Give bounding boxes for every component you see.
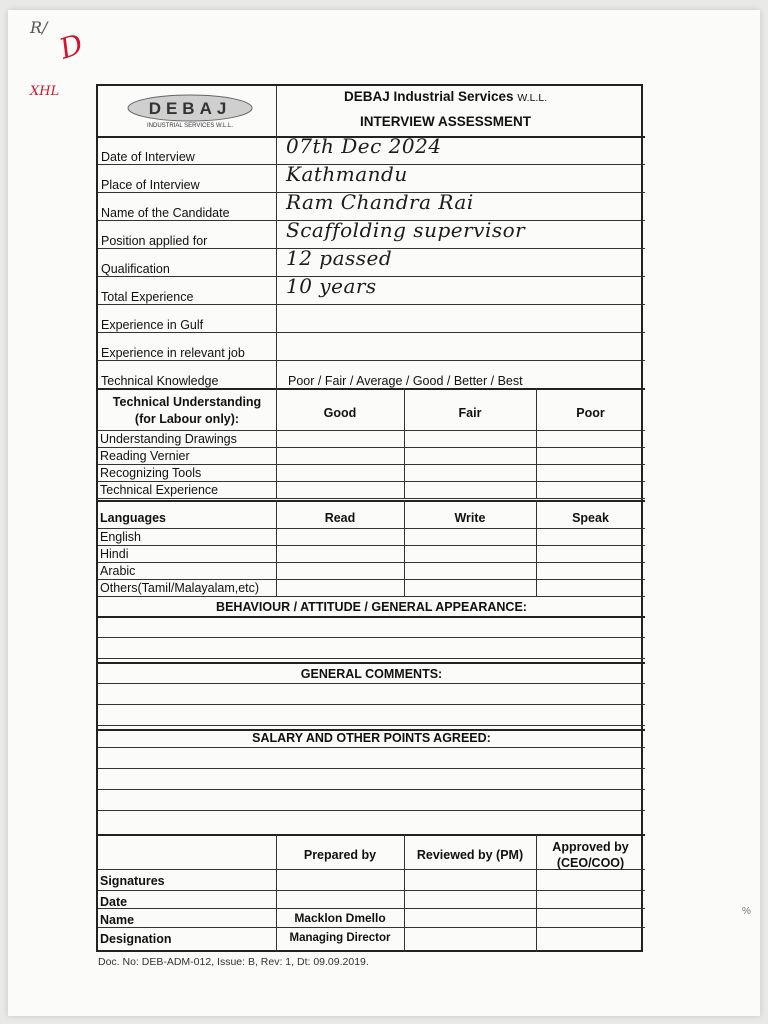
column-line [404,500,405,596]
column-line [276,388,277,498]
rule-line [98,304,645,305]
red-pen-mark: D [55,27,88,66]
column-line [404,834,405,952]
approval-row-label: Name [100,913,135,927]
rule-line [98,908,645,909]
handwritten-value: Ram Chandra Rai [286,190,474,214]
handwritten-value: Scaffolding supervisor [286,218,526,242]
tech-column-header: Poor [576,406,605,420]
technical-knowledge-options: Poor / Fair / Average / Good / Better / Best [288,374,523,388]
behaviour-section-title: BEHAVIOUR / ATTITUDE / GENERAL APPEARANCE: [216,600,527,614]
rule-line [98,789,645,790]
language-column-header: Write [454,511,486,525]
tech-row-label: Understanding Drawings [100,432,237,446]
approval-row-label: Signatures [100,874,165,888]
rule-line [98,596,645,597]
logo-text: DEBAJ [148,99,232,118]
column-line [276,500,277,596]
field-label: Total Experience [101,290,194,304]
company-name: DEBAJ Industrial Services W.L.L. [344,89,548,104]
rule-line [98,725,645,726]
form-title: INTERVIEW ASSESSMENT [360,114,532,129]
languages-header: Languages [100,511,166,525]
column-line [276,136,277,388]
prepared-by-name: Macklon Dmello [294,911,386,925]
rule-line [98,562,645,563]
tech-column-header: Good [323,406,357,420]
field-label: Experience in Gulf [101,318,204,332]
rule-line [98,658,645,659]
stray-mark: % [742,906,751,917]
handwritten-value: 07th Dec 2024 [286,134,442,158]
column-line [276,360,277,388]
rule-line [98,704,645,705]
rule-line [98,768,645,769]
rule-line [98,464,645,465]
rule-line [98,579,645,580]
rule-line [98,616,645,618]
technical-knowledge-label: Technical Knowledge [101,374,219,388]
field-label: Place of Interview [101,178,200,192]
approval-row-label: Designation [100,932,172,946]
logo-subtext: INDUSTRIAL SERVICES W.L.L. [146,123,234,129]
language-row-label: Hindi [100,547,129,561]
comments-section-title: GENERAL COMMENTS: [300,667,443,681]
handwritten-value: Kathmandu [286,162,408,186]
rule-line [98,834,645,836]
field-label: Qualification [101,262,170,276]
language-column-header: Read [324,511,356,525]
tech-understanding-header: Technical Understanding [112,395,262,409]
rule-line [98,447,645,448]
rule-line [98,360,645,361]
reviewed-by-header: Reviewed by (PM) [416,848,524,862]
rule-line [98,637,645,638]
rule-line [98,927,645,928]
handwritten-value: 12 passed [286,246,393,270]
tech-row-label: Reading Vernier [100,449,190,463]
debaj-logo [110,92,270,130]
rule-line [98,332,645,333]
rule-line [98,545,645,546]
handwritten-value: 10 years [286,274,377,298]
column-line [404,388,405,498]
column-line [536,834,537,952]
rule-line [98,662,645,664]
prepared-by-designation: Managing Director [289,932,391,944]
column-line [276,86,277,136]
approved-by-header: Approved by (CEO/COO) [552,840,629,870]
column-line [536,388,537,498]
red-pen-initials: XHL [30,84,60,99]
rule-line [98,481,645,482]
tech-understanding-subheader: (for Labour only): [134,412,240,426]
rule-line [98,747,645,748]
column-line [276,834,277,952]
rule-line [98,430,645,431]
tech-row-label: Technical Experience [100,483,219,497]
rule-line [98,869,645,870]
column-line [536,500,537,596]
rule-line [98,500,645,502]
tech-row-label: Recognizing Tools [100,466,202,480]
approval-row-label: Date [100,895,128,909]
language-row-label: English [100,530,141,544]
rule-line [98,683,645,684]
salary-section-title: SALARY AND OTHER POINTS AGREED: [252,731,491,745]
tech-column-header: Fair [458,406,482,420]
field-label: Name of the Candidate [101,206,230,220]
language-row-label: Others(Tamil/Malayalam,etc) [100,581,260,595]
prepared-by-header: Prepared by [303,848,377,862]
rule-line [98,498,645,499]
rule-line [98,388,645,390]
field-label: Position applied for [101,234,208,248]
rule-line [98,528,645,529]
document-footer: Doc. No: DEB-ADM-012, Issue: B, Rev: 1, Dt: 09.09.2019. [98,956,369,968]
pencil-annotation: R/ [30,18,48,37]
rule-line [98,890,645,891]
interview-assessment-form [96,84,643,952]
language-row-label: Arabic [100,564,136,578]
field-label: Date of Interview [101,150,195,164]
language-column-header: Speak [572,511,609,525]
rule-line [98,810,645,811]
field-label: Experience in relevant job [101,346,245,360]
